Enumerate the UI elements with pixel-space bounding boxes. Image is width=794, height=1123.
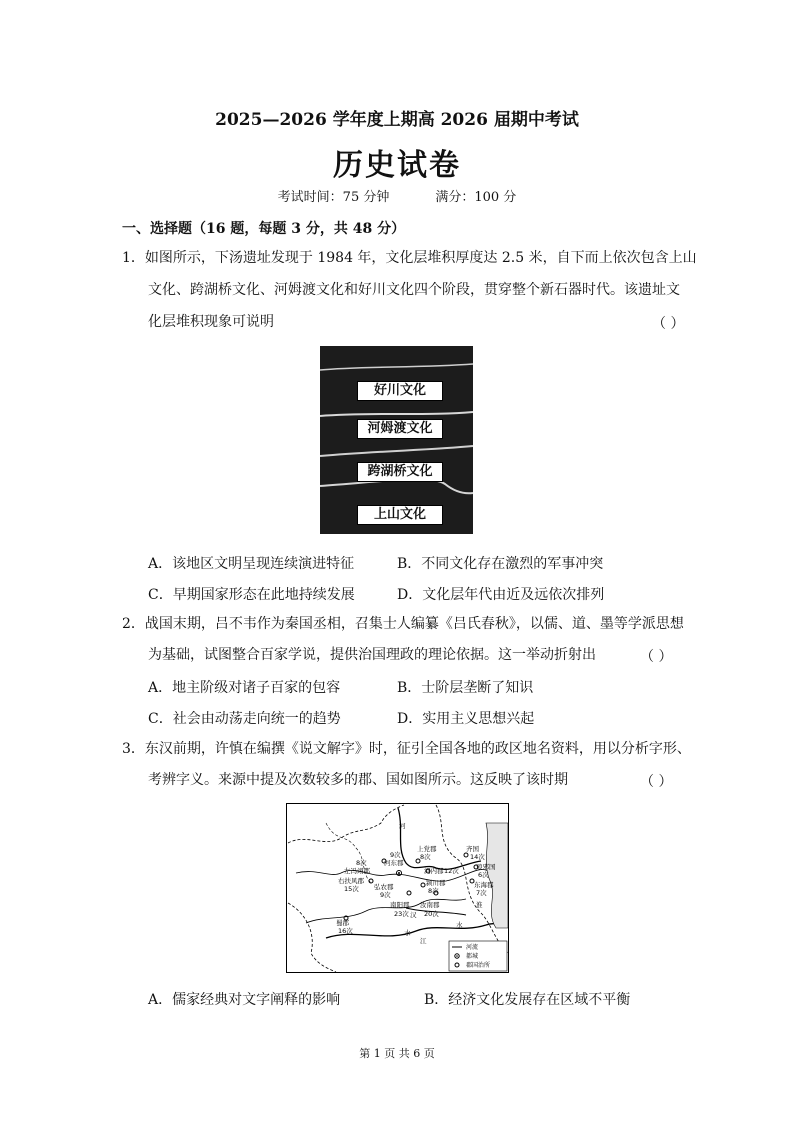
map-label-shangdang-n: 8次 xyxy=(420,853,431,861)
q1-option-a: A．该地区文明呈现连续演进特征 xyxy=(148,556,355,572)
map-label-hongnong-n: 9次 xyxy=(380,891,391,899)
legend-seat: 郡国治所 xyxy=(466,962,491,969)
subject-title: 历史试卷 xyxy=(333,148,461,183)
map-label-youfufeng: 右扶风郡 xyxy=(338,877,364,885)
q3-option-b: B．经济文化发展存在区域不平衡 xyxy=(424,992,631,1008)
map-label-runan: 汝南郡 xyxy=(420,901,440,909)
map-label-shui-1: 水 xyxy=(404,929,411,937)
q3-stem-line-2: 考辨字义。来源中提及次数较多的郡、国如图所示。这反映了该时期 xyxy=(148,772,568,788)
layer-label-kuahuqiao: 跨湖桥文化 xyxy=(357,462,443,482)
map-label-jiang: 江 xyxy=(420,937,427,945)
q2-option-c: C．社会由动荡走向统一的趋势 xyxy=(148,711,341,727)
map-label-qi-n: 14次 xyxy=(470,853,485,861)
page-footer: 第 1 页 共 6 页 xyxy=(359,1047,435,1060)
map-label-runan-n: 20次 xyxy=(424,910,439,918)
q1-answer-paren: （ ） xyxy=(652,316,685,332)
map-label-henan: 河内郡 xyxy=(424,867,444,875)
map-label-zuofengyi-n: 8次 xyxy=(356,859,367,867)
exam-time: 考试时间：75 分钟 xyxy=(277,190,390,205)
q2-option-d: D．实用主义思想兴起 xyxy=(397,711,535,727)
map-label-donghai: 东海郡 xyxy=(474,881,494,889)
q2-stem-line-2: 为基础，试图整合百家学说，提供治国理政的理论依据。这一举动折射出 xyxy=(148,647,596,663)
map-label-shu: 蜀郡 xyxy=(336,919,349,927)
map-label-river-he: 河 xyxy=(399,822,406,830)
section-title: 一、选择题（16 题，每题 3 分，共 48 分） xyxy=(122,221,406,237)
map-label-shui-2: 水 xyxy=(456,921,463,929)
map-label-qi: 齐国 xyxy=(466,845,479,853)
map-label-han: 汉 xyxy=(410,911,417,919)
map-label-hedong-n: 9次 xyxy=(390,851,401,859)
map-label-hedong: 河东郡 xyxy=(384,859,404,867)
q1-stem-line-1: 1．如图所示，下汤遗址发现于 1984 年，文化层堆积厚度达 2.5 米，自下而上依次包含上山 xyxy=(122,250,697,266)
q3-stem-line-1: 3．东汉前期，许慎在编撰《说文解字》时，征引全国各地的政区地名资料，用以分析字形、 xyxy=(122,741,691,757)
map-label-shangdang: 上党郡 xyxy=(417,845,437,853)
map-label-nanyang: 南阳郡 xyxy=(390,901,410,909)
layer-label-hemudu: 河姆渡文化 xyxy=(357,419,443,439)
map-label-yingchuan-n: 8次 xyxy=(428,887,439,895)
q1-stratigraphy-photo xyxy=(320,346,473,534)
map-label-youfufeng-n: 15次 xyxy=(344,885,359,893)
map-label-donghai-n: 7次 xyxy=(476,889,487,897)
map-label-yingchuan: 颍川郡 xyxy=(426,879,446,887)
map-label-huai: 淮 xyxy=(476,901,483,909)
q3-han-map xyxy=(286,803,509,973)
q2-answer-paren: （ ） xyxy=(640,649,673,665)
q2-stem-line-1: 2．战国末期，吕不韦作为秦国丞相，召集士人编纂《吕氏春秋》，以儒、道、墨等学派思想 xyxy=(122,616,684,632)
exam-info xyxy=(0,186,794,205)
map-label-henan-n: 12次 xyxy=(444,867,459,875)
map-label-hongnong: 弘农郡 xyxy=(374,883,394,891)
full-score: 满分：100 分 xyxy=(435,190,517,205)
q1-option-b: B．不同文化存在激烈的军事冲突 xyxy=(397,556,604,572)
q2-option-a: A．地主阶级对诸子百家的包容 xyxy=(148,680,341,696)
legend-capital: 都城 xyxy=(466,953,479,960)
q3-answer-paren: （ ） xyxy=(640,774,673,790)
layer-label-haochuan: 好川文化 xyxy=(357,381,443,401)
map-label-langya: 琅邪国 xyxy=(476,863,496,871)
q1-option-c: C．早期国家形态在此地持续发展 xyxy=(148,587,355,603)
legend-river: 河流 xyxy=(466,944,479,951)
q1-option-d: D．文化层年代由近及远依次排列 xyxy=(397,587,605,603)
q2-option-b: B．士阶层垄断了知识 xyxy=(397,680,534,696)
q3-option-a: A．儒家经典对文字阐释的影响 xyxy=(148,992,341,1008)
exam-title: 2025—2026 学年度上期高 2026 届期中考试 xyxy=(215,110,579,130)
q1-stem-line-3: 化层堆积现象可说明 xyxy=(148,314,274,330)
layer-label-shangshan: 上山文化 xyxy=(357,505,443,525)
map-label-nanyang-n: 23次 xyxy=(394,910,409,918)
map-label-zuofengyi: 左冯翊郡 xyxy=(344,867,370,875)
q1-stem-line-2: 文化、跨湖桥文化、河姆渡文化和好川文化四个阶段，贯穿整个新石器时代。该遗址文 xyxy=(148,282,680,298)
map-svg xyxy=(286,803,509,973)
map-label-shu-n: 16次 xyxy=(338,927,353,935)
map-label-langya-n: 6次 xyxy=(478,871,489,879)
